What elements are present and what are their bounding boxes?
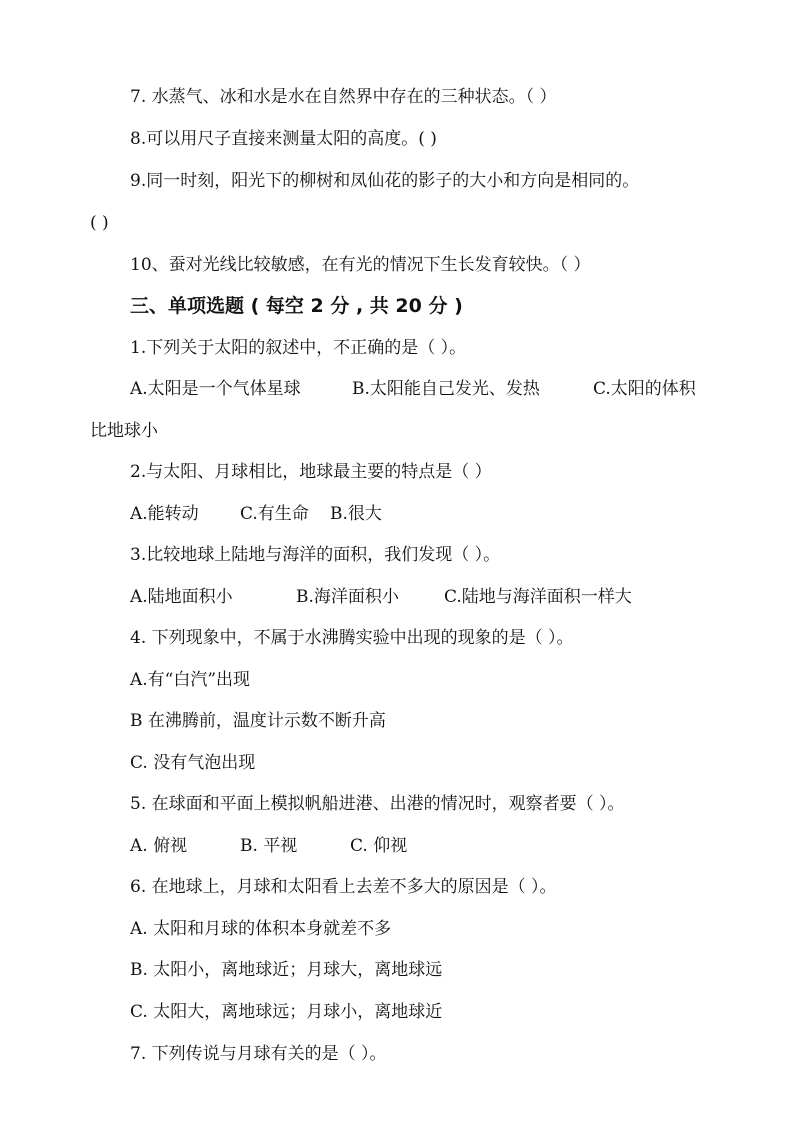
question-5-stem: 5. 在球面和平面上模拟帆船进港、出港的情况时，观察者要（ ）。 (130, 794, 625, 814)
judgment-item-7: 7. 水蒸气、冰和水是水在自然界中存在的三种状态。（ ） (130, 87, 557, 107)
judgment-item-8: 8.可以用尺子直接来测量太阳的高度。( ) (130, 129, 437, 149)
section-heading: 三、单项选题 ( 每空 2 分 , 共 20 分 ) (130, 295, 463, 317)
question-2-stem: 2.与太阳、月球相比，地球最主要的特点是（ ） (130, 462, 492, 482)
judgment-item-9: 9.同一时刻，阳光下的柳树和凤仙花的影子的大小和方向是相同的。 (130, 171, 640, 191)
question-3-stem: 3.比较地球上陆地与海洋的面积，我们发现（ ）。 (130, 545, 501, 565)
question-6-option-a: A. 太阳和月球的体积本身就差不多 (130, 919, 392, 939)
question-1-stem: 1.下列关于太阳的叙述中，不正确的是（ ）。 (130, 338, 467, 358)
question-4-option-b: B 在沸腾前，温度计示数不断升高 (130, 711, 386, 731)
question-1-option-c: C.太阳的体积 (593, 379, 696, 399)
judgment-item-9-answer-blank: ( ) (90, 213, 109, 233)
question-4-stem: 4. 下列现象中，不属于水沸腾实验中出现的现象的是（ ）。 (130, 628, 574, 648)
question-2-option-c: C.有生命 (240, 504, 309, 524)
question-1-option-a: A.太阳是一个气体星球 (130, 379, 301, 399)
judgment-item-10: 10、蚕对光线比较敏感，在有光的情况下生长发育较快。（ ） (130, 255, 591, 275)
question-4-option-a: A.有“白汽”出现 (130, 670, 251, 690)
question-5-option-b: B. 平视 (240, 836, 298, 856)
question-3-option-c: C.陆地与海洋面积一样大 (444, 587, 632, 607)
question-1-option-c-continuation: 比地球小 (90, 421, 158, 441)
question-2-option-b: B.很大 (330, 504, 382, 524)
question-7-stem: 7. 下列传说与月球有关的是（ ）。 (130, 1044, 387, 1064)
question-3-option-b: B.海洋面积小 (296, 587, 399, 607)
question-5-option-a: A. 俯视 (130, 836, 188, 856)
question-3-option-a: A.陆地面积小 (130, 587, 233, 607)
question-6-option-c: C. 太阳大，离地球远；月球小，离地球近 (130, 1002, 443, 1022)
question-1-option-b: B.太阳能自己发光、发热 (352, 379, 540, 399)
question-2-option-a: A.能转动 (130, 504, 199, 524)
question-4-option-c: C. 没有气泡出现 (130, 753, 256, 773)
question-6-option-b: B. 太阳小，离地球近；月球大，离地球远 (130, 960, 443, 980)
question-6-stem: 6. 在地球上，月球和太阳看上去差不多大的原因是（ ）。 (130, 877, 557, 897)
question-5-option-c: C. 仰视 (350, 836, 408, 856)
